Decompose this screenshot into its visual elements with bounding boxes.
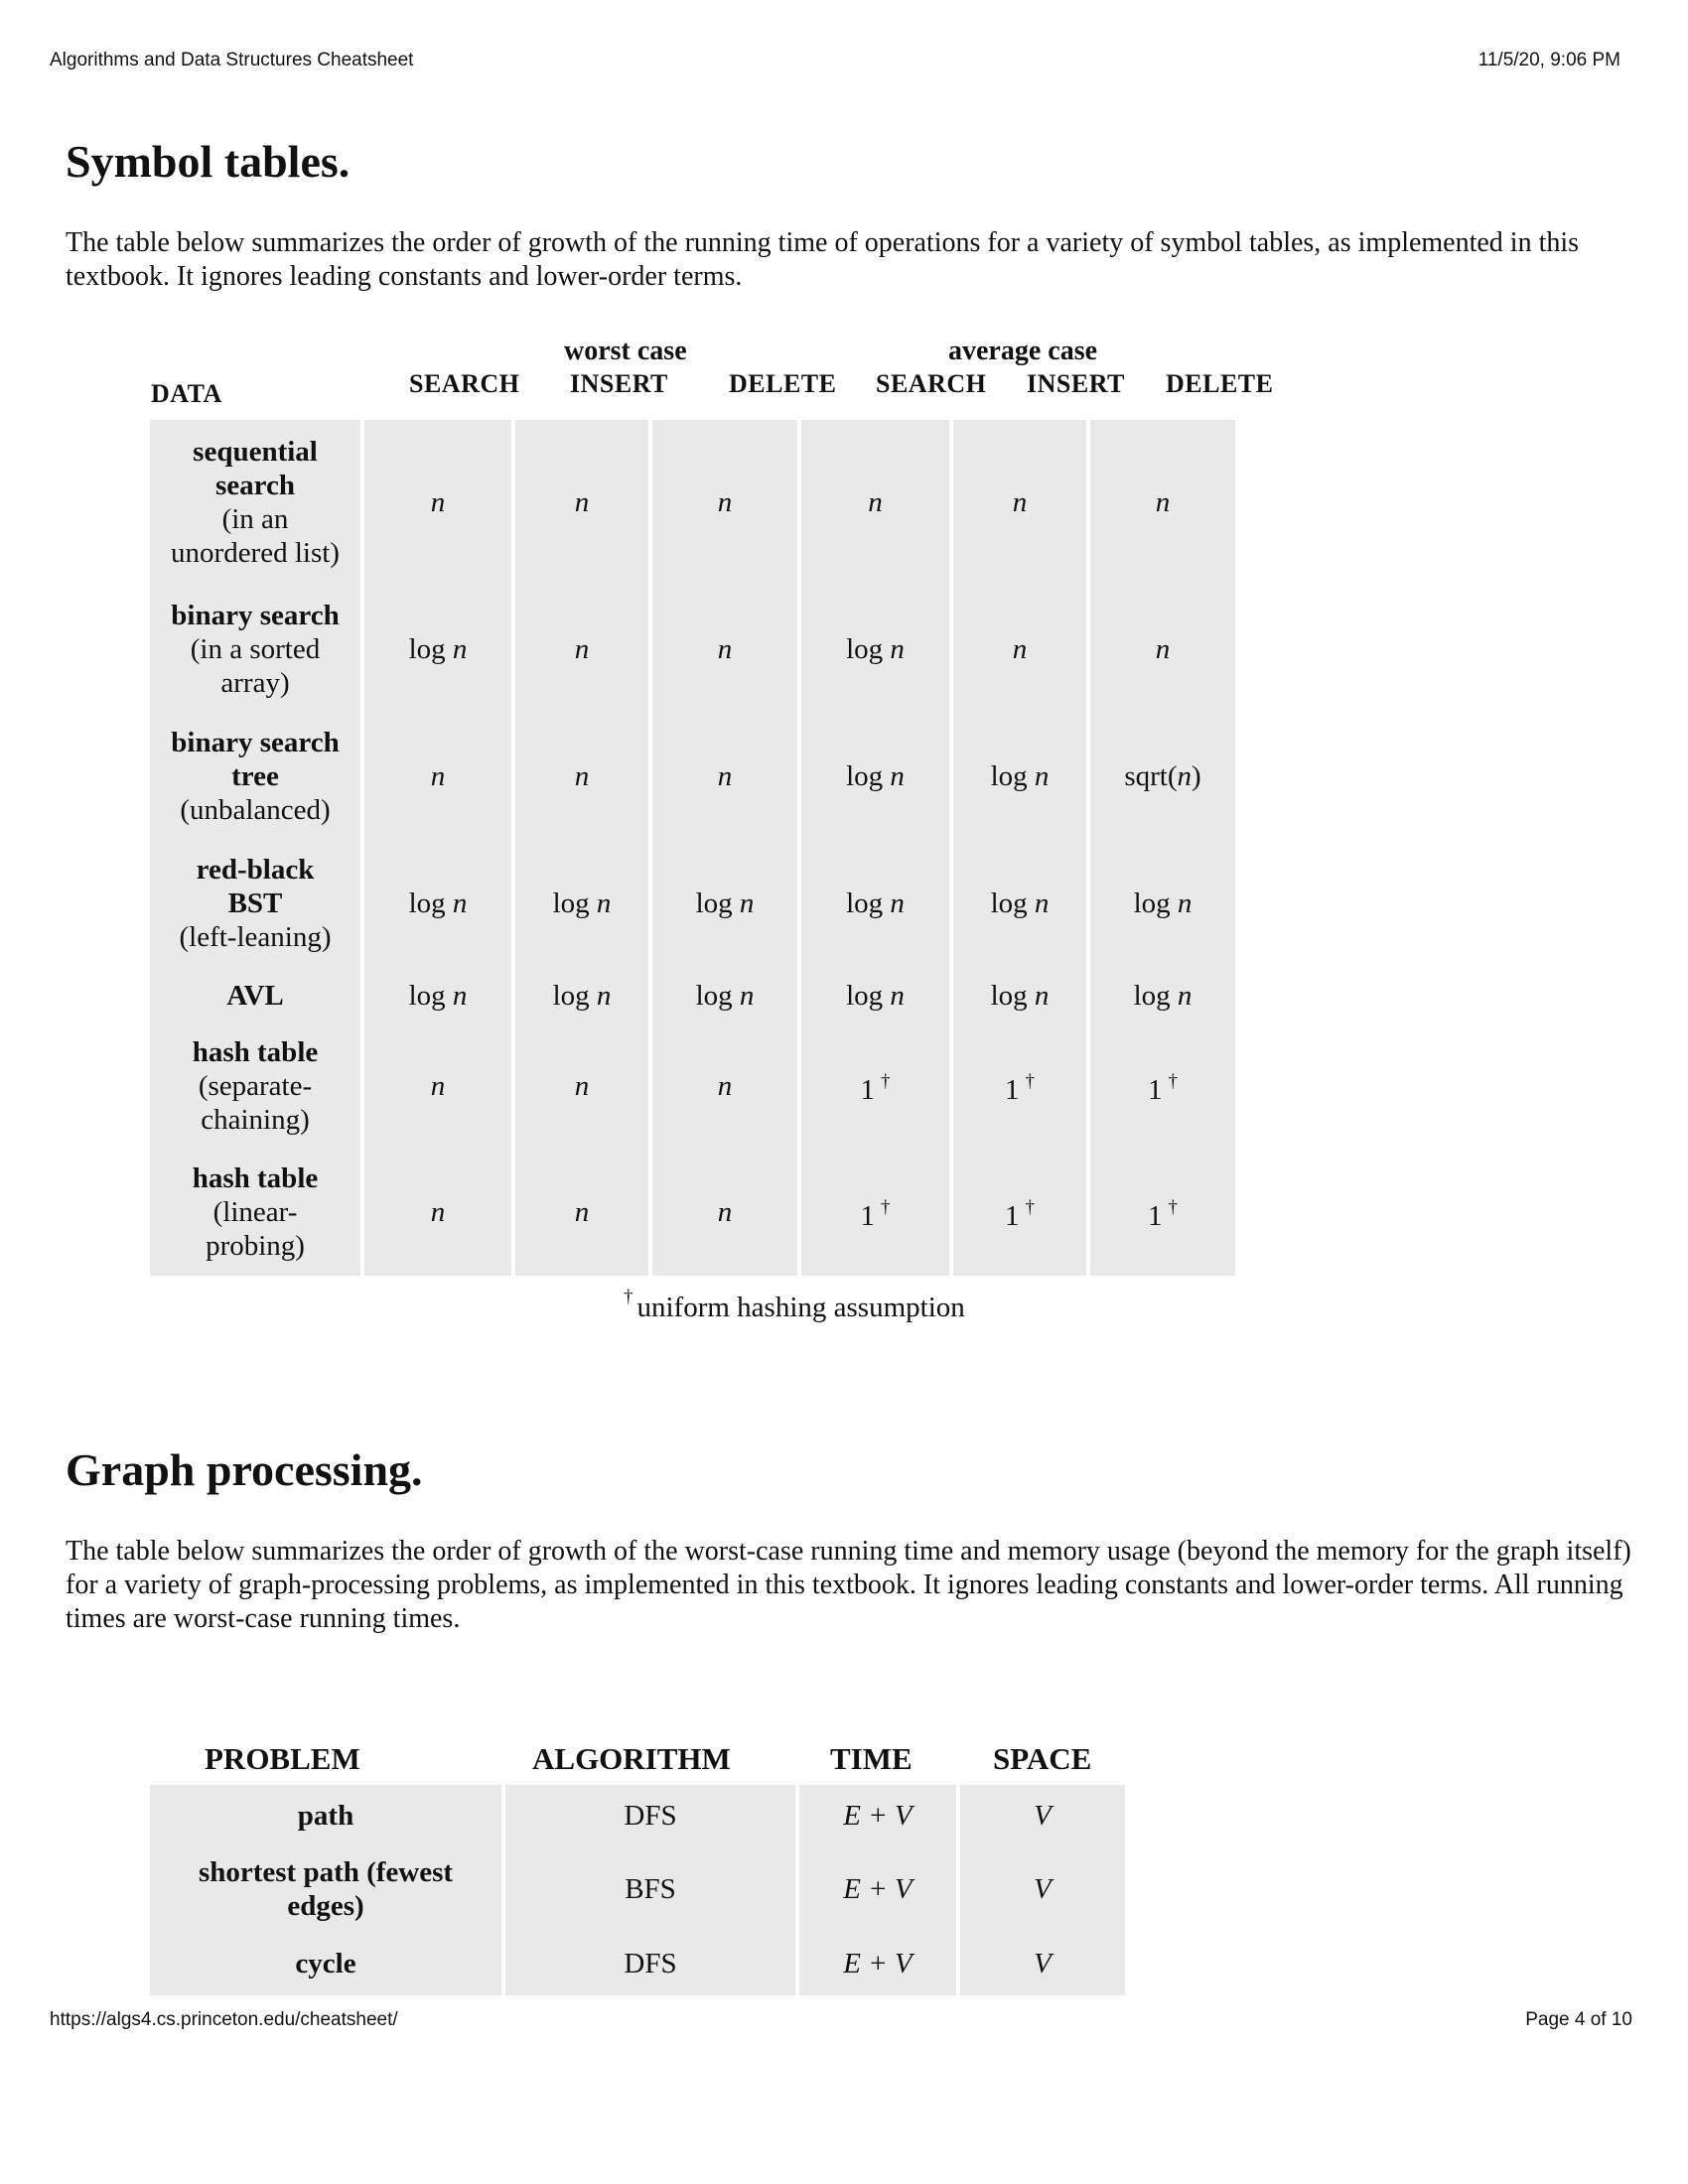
- cell-text: log: [552, 980, 597, 1012]
- symbol-table-complexity-table: [146, 420, 1239, 1276]
- table-row: [150, 1149, 1235, 1276]
- dagger-mark: †: [1168, 1197, 1178, 1218]
- complexity-cell: [1090, 1149, 1235, 1276]
- cell-text: log: [1133, 887, 1178, 919]
- cell-variable: n: [1034, 980, 1050, 1012]
- algorithm-cell: BFS: [505, 1846, 795, 1932]
- table-row: [150, 420, 1235, 585]
- row-name: AVL: [226, 980, 284, 1012]
- row-header: [150, 1149, 360, 1276]
- complexity-cell: [515, 585, 648, 714]
- complexity-cell: [953, 968, 1086, 1024]
- table-row: [150, 1846, 1125, 1932]
- complexity-cell: [1090, 1024, 1235, 1149]
- column-header-algorithm: ALGORITHM: [532, 1741, 731, 1776]
- average-case-group-header: average case: [948, 336, 1098, 366]
- cell-text: log: [846, 887, 891, 919]
- dagger-mark: †: [1025, 1071, 1035, 1092]
- complexity-cell: [1090, 420, 1235, 585]
- complexity-cell: [801, 585, 949, 714]
- complexity-cell: [801, 1024, 949, 1149]
- table-row: [150, 1024, 1235, 1149]
- complexity-cell: [953, 839, 1086, 968]
- cell-variable: n: [717, 633, 733, 665]
- cell-text: log: [695, 980, 740, 1012]
- row-name: hash table: [192, 1036, 319, 1068]
- cell-variable: n: [452, 887, 468, 919]
- cell-variable: n: [890, 633, 905, 665]
- cell-text: log: [990, 980, 1035, 1012]
- row-name: BST: [227, 887, 283, 919]
- complexity-cell: [953, 1149, 1086, 1276]
- symbol-tables-heading: Symbol tables.: [66, 136, 351, 187]
- cell-text: 1: [1005, 1200, 1020, 1232]
- cell-variable: n: [717, 1196, 733, 1228]
- cell-variable: n: [890, 760, 905, 792]
- cell-variable: n: [890, 887, 905, 919]
- column-header-space: SPACE: [993, 1741, 1092, 1776]
- cell-variable: n: [452, 633, 468, 665]
- complexity-cell: [515, 420, 648, 585]
- column-header-problem: PROBLEM: [205, 1741, 360, 1776]
- column-header-average-delete: DELETE: [1166, 369, 1274, 398]
- row-name: tree: [231, 760, 279, 792]
- column-header-worst-delete: DELETE: [729, 369, 837, 398]
- row-name: sequential: [193, 436, 318, 468]
- cell-variable: n: [717, 1070, 733, 1102]
- complexity-cell: [801, 968, 949, 1024]
- cell-variable: n: [890, 980, 905, 1012]
- row-subtitle: probing): [206, 1230, 305, 1262]
- cell-text: 1: [860, 1074, 875, 1106]
- dagger-mark: †: [881, 1197, 891, 1218]
- complexity-cell: [515, 968, 648, 1024]
- complexity-cell: [652, 1024, 797, 1149]
- cell-variable: n: [717, 760, 733, 792]
- cell-text: log: [695, 887, 740, 919]
- cell-variable: n: [739, 980, 755, 1012]
- row-subtitle: (in a sorted: [190, 633, 321, 665]
- cell-variable: n: [1177, 887, 1193, 919]
- complexity-cell: [652, 1149, 797, 1276]
- row-header: [150, 1024, 360, 1149]
- complexity-cell: [364, 1024, 511, 1149]
- complexity-cell: [652, 839, 797, 968]
- worst-case-group-header: worst case: [564, 336, 687, 366]
- row-subtitle: (in an: [221, 503, 289, 535]
- algorithm-cell: DFS: [505, 1932, 795, 1995]
- complexity-cell: [652, 968, 797, 1024]
- row-subtitle: chaining): [201, 1104, 310, 1136]
- column-header-average-insert: INSERT: [1027, 369, 1125, 398]
- complexity-cell: [515, 1024, 648, 1149]
- page-footer-page-number: Page 4 of 10: [1525, 2009, 1632, 2030]
- cell-variable: n: [1012, 633, 1028, 665]
- graph-processing-heading: Graph processing.: [66, 1444, 423, 1495]
- cell-variable: n: [1177, 980, 1193, 1012]
- dagger-mark: †: [1025, 1197, 1035, 1218]
- row-subtitle: (unbalanced): [180, 794, 331, 826]
- complexity-cell: [1090, 714, 1235, 839]
- cell-text: 1: [1005, 1074, 1020, 1106]
- cell-variable: n: [1155, 633, 1171, 665]
- complexity-cell: [364, 714, 511, 839]
- cell-variable: n: [574, 1070, 590, 1102]
- cell-variable: n: [452, 980, 468, 1012]
- complexity-cell: [515, 1149, 648, 1276]
- cell-variable: n: [717, 486, 733, 518]
- cell-variable: n: [596, 887, 612, 919]
- complexity-cell: [515, 714, 648, 839]
- problem-cell: cycle: [150, 1932, 501, 1995]
- complexity-cell: [953, 585, 1086, 714]
- table-row: [150, 839, 1235, 968]
- column-header-average-search: SEARCH: [876, 369, 987, 398]
- row-header: [150, 420, 360, 585]
- cell-variable: n: [574, 1196, 590, 1228]
- cell-variable: n: [1155, 486, 1171, 518]
- column-header-worst-search: SEARCH: [409, 369, 520, 398]
- table-row: [150, 1932, 1125, 1995]
- complexity-cell: [1090, 585, 1235, 714]
- cell-variable: n: [1177, 760, 1192, 792]
- cell-variable: n: [1034, 887, 1050, 919]
- cell-text: log: [846, 760, 891, 792]
- cell-variable: n: [430, 1070, 446, 1102]
- table-row: [150, 968, 1235, 1024]
- cell-variable: n: [596, 980, 612, 1012]
- row-subtitle: unordered list): [171, 537, 340, 569]
- complexity-cell: [652, 585, 797, 714]
- row-header: [150, 714, 360, 839]
- table-row: [150, 1785, 1125, 1846]
- row-name: binary search: [171, 727, 340, 758]
- cell-variable: n: [430, 760, 446, 792]
- time-cell: E + V: [799, 1785, 956, 1846]
- time-cell: E + V: [799, 1932, 956, 1995]
- complexity-cell: [652, 420, 797, 585]
- cell-text: sqrt(: [1124, 760, 1178, 792]
- cell-text: 1: [1148, 1200, 1163, 1232]
- row-name: binary search: [171, 600, 340, 631]
- space-cell: V: [960, 1846, 1125, 1932]
- graph-processing-description: The table below summarizes the order of growth of the worst-case running time and memory usage (beyond the memory for the graph itself) for a variety of graph-processing problems, as implemented in this textbook. It ignores leading constants and lower-order terms. All running times are worst-case running times.: [66, 1536, 1631, 1634]
- problem-cell: path: [150, 1785, 501, 1846]
- hashing-footnote: [624, 1287, 965, 1324]
- complexity-cell: [1090, 839, 1235, 968]
- cell-variable: n: [868, 486, 883, 518]
- complexity-cell: [515, 839, 648, 968]
- row-subtitle: (left-leaning): [179, 921, 332, 953]
- row-subtitle: (separate-: [198, 1070, 313, 1102]
- page-header-title: Algorithms and Data Structures Cheatsheet: [50, 50, 414, 70]
- cell-text: log: [408, 887, 453, 919]
- symbol-tables-description: The table below summarizes the order of growth of the running time of operations for a variety of symbol tables, as implemented in this textbook. It ignores leading constants and lower-order terms.: [66, 227, 1580, 292]
- cell-text: log: [990, 887, 1035, 919]
- cell-text: log: [846, 980, 891, 1012]
- complexity-cell: [953, 420, 1086, 585]
- row-header: [150, 585, 360, 714]
- page-header-datetime: 11/5/20, 9:06 PM: [1477, 50, 1620, 70]
- cell-text: log: [846, 633, 891, 665]
- cell-variable: n: [574, 760, 590, 792]
- cell-variable: n: [574, 486, 590, 518]
- column-header-worst-insert: INSERT: [570, 369, 668, 398]
- column-header-data: DATA: [151, 379, 222, 408]
- cell-variable: n: [1034, 760, 1050, 792]
- complexity-cell: [801, 1149, 949, 1276]
- cell-text-suffix: ): [1192, 760, 1201, 792]
- row-header: [150, 968, 360, 1024]
- complexity-cell: [364, 968, 511, 1024]
- problem-cell: shortest path (fewest edges): [150, 1846, 501, 1932]
- cell-text: 1: [1148, 1074, 1163, 1106]
- row-name: search: [214, 470, 295, 501]
- footnote-text: uniform hashing assumption: [636, 1292, 965, 1323]
- footnote-dagger: †: [624, 1287, 633, 1307]
- complexity-cell: [364, 839, 511, 968]
- cell-text: log: [408, 633, 453, 665]
- page-footer-url: https://algs4.cs.princeton.edu/cheatsheet/: [50, 2009, 398, 2030]
- space-cell: V: [960, 1932, 1125, 1995]
- cell-text: log: [408, 980, 453, 1012]
- complexity-cell: [953, 714, 1086, 839]
- complexity-cell: [364, 1149, 511, 1276]
- row-name: red-black: [196, 854, 315, 886]
- complexity-cell: [801, 839, 949, 968]
- cell-text: log: [990, 760, 1035, 792]
- row-subtitle: array): [220, 667, 290, 699]
- column-header-time: TIME: [830, 1741, 913, 1776]
- row-name: hash table: [192, 1162, 319, 1194]
- cell-text: 1: [860, 1200, 875, 1232]
- complexity-cell: [801, 420, 949, 585]
- cell-variable: n: [430, 1196, 446, 1228]
- time-cell: E + V: [799, 1846, 956, 1932]
- complexity-cell: [953, 1024, 1086, 1149]
- complexity-cell: [364, 585, 511, 714]
- complexity-cell: [1090, 968, 1235, 1024]
- cell-text: log: [1133, 980, 1178, 1012]
- complexity-cell: [364, 420, 511, 585]
- cell-variable: n: [739, 887, 755, 919]
- table-row: [150, 585, 1235, 714]
- row-header: [150, 839, 360, 968]
- dagger-mark: †: [1168, 1071, 1178, 1092]
- space-cell: V: [960, 1785, 1125, 1846]
- graph-processing-table: [146, 1785, 1129, 1995]
- cell-variable: n: [430, 486, 446, 518]
- cell-variable: n: [1012, 486, 1028, 518]
- complexity-cell: [652, 714, 797, 839]
- algorithm-cell: DFS: [505, 1785, 795, 1846]
- row-subtitle: (linear-: [212, 1196, 298, 1228]
- table-row: [150, 714, 1235, 839]
- cell-text: log: [552, 887, 597, 919]
- complexity-cell: [801, 714, 949, 839]
- cell-variable: n: [574, 633, 590, 665]
- dagger-mark: †: [881, 1071, 891, 1092]
